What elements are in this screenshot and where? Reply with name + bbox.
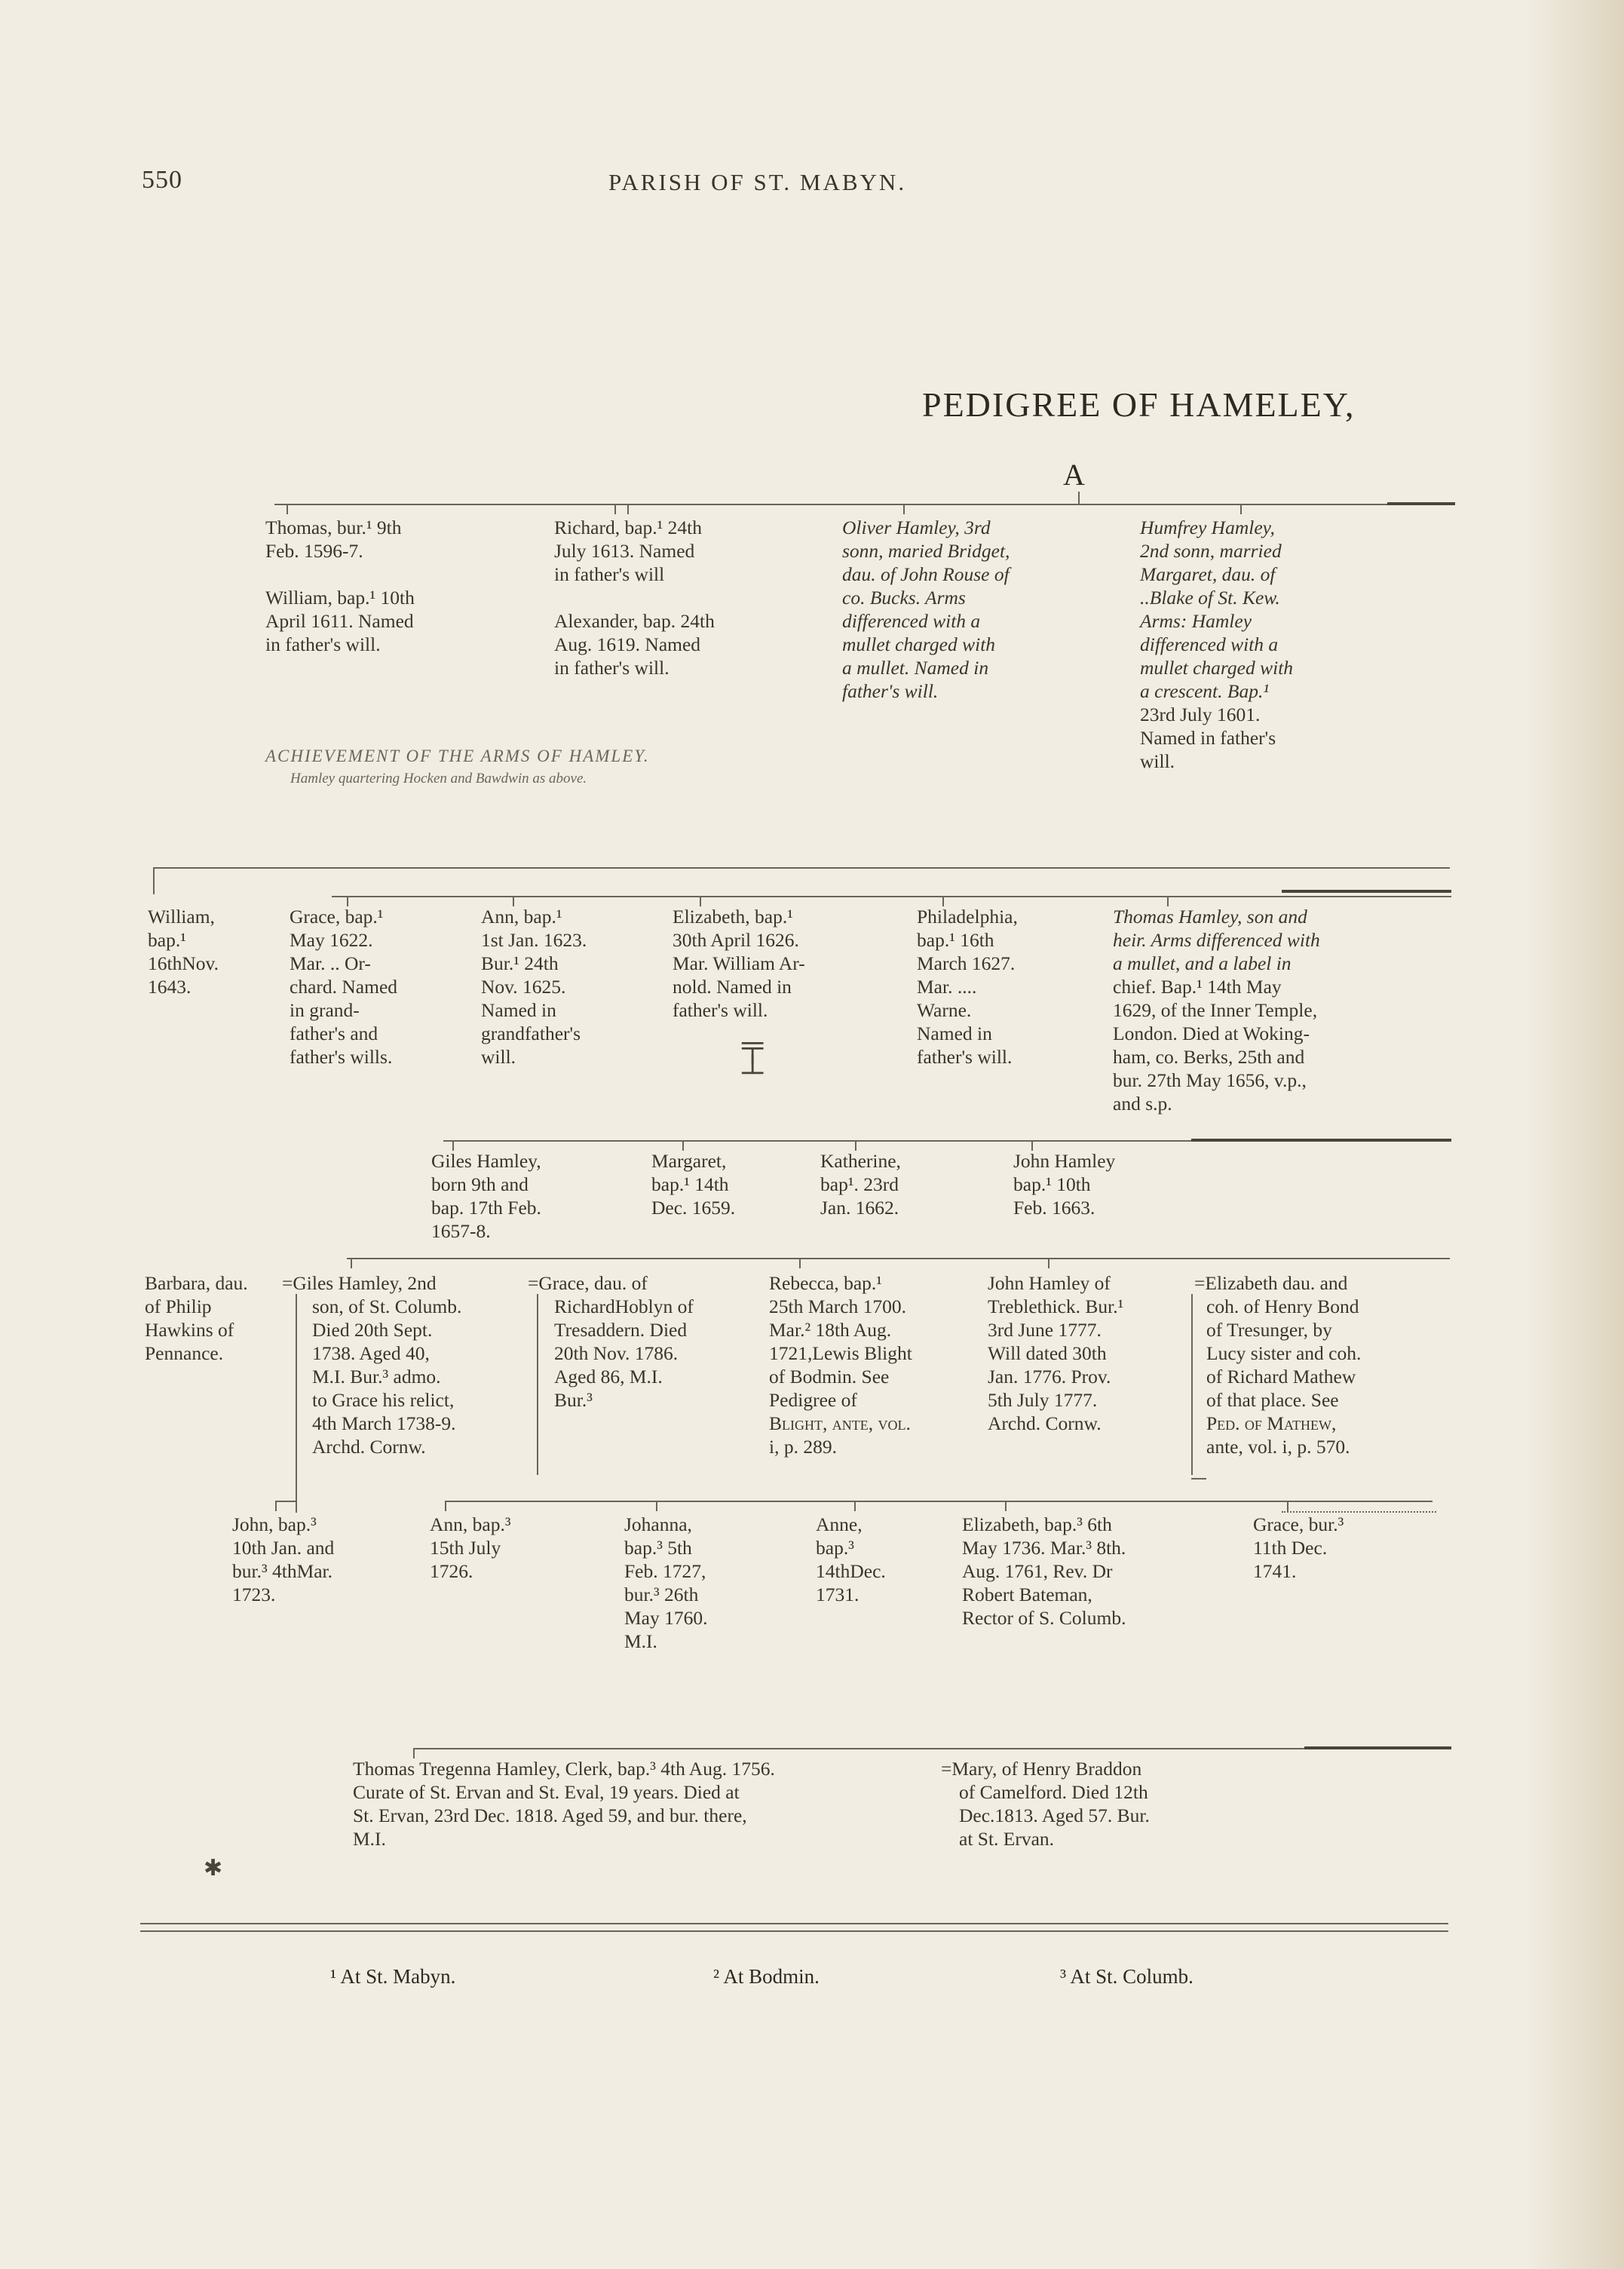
gen1-line	[274, 504, 1451, 505]
giles-entry: Giles Hamley, born 9th and bap. 17th Feb. 1657-8.	[431, 1150, 541, 1242]
grace-hoblyn-entry: =Grace, dau. of RichardHoblyn of Tresaddern. Died 20th Nov. 1786. Aged 86, M.I. Bur.³	[528, 1272, 694, 1411]
thomas-tregenna-entry: Thomas Tregenna Hamley, Clerk, bap.³ 4th Aug. 1756. Curate of St. Ervan and St. Eval, 19 years. Died at St. Ervan, 23rd Dec. 1818. Aged 59, and bur. there, M.I.	[353, 1758, 775, 1850]
gen4-line	[347, 1258, 1450, 1259]
katherine-entry: Katherine, bap¹. 23rd Jan. 1662.	[820, 1150, 901, 1219]
gen2-line	[153, 867, 1450, 869]
richard-alexander-entry: Richard, bap.¹ 24th July 1613. Named in father's will Alexander, bap. 24th Aug. 1619. Named in father's will.	[554, 517, 715, 679]
gen1-line-end	[1387, 502, 1455, 505]
grace-entry: Grace, bap.¹ May 1622. Mar. .. Or- chard. Named in grand- father's and father's wills.	[290, 906, 398, 1068]
margaret-entry: Margaret, bap.¹ 14th Dec. 1659.	[651, 1150, 736, 1219]
elizabeth-entry: Elizabeth, bap.¹ 30th April 1626. Mar. William Ar- nold. Named in father's will.	[673, 906, 805, 1021]
page-edge-shadow	[1526, 0, 1624, 2269]
thomas-william-entry: Thomas, bur.¹ 9th Feb. 1596-7. William, bap.¹ 10th April 1611. Named in father's will.	[265, 517, 415, 655]
running-title: PARISH OF ST. MABYN.	[608, 169, 907, 195]
grace-infant-entry: Grace, bur.³ 11th Dec. 1741.	[1253, 1513, 1344, 1582]
footnote-1: ¹ At St. Mabyn.	[330, 1965, 456, 1988]
footnote-3: ³ At St. Columb.	[1060, 1965, 1193, 1988]
rebecca-entry: Rebecca, bap.¹ 25th March 1700. Mar.² 18th Aug. 1721,Lewis Blight of Bodmin. See Pedigree of Blight, ante, vol. i, p. 289.	[769, 1272, 912, 1458]
anne-entry: Anne, bap.³ 14thDec. 1731.	[816, 1513, 886, 1605]
william-entry: William, bap.¹ 16thNov. 1643.	[148, 906, 219, 998]
page-number: 550	[142, 166, 182, 194]
flower-ornament: ✱	[204, 1856, 223, 1881]
footer-rule	[140, 1923, 1448, 1924]
john-infant-entry: John, bap.³ 10th Jan. and bur.³ 4thMar. 1723.	[232, 1513, 335, 1605]
ann-entry: Ann, bap.¹ 1st Jan. 1623. Bur.¹ 24th Nov. 1625. Named in grandfather's will.	[481, 906, 587, 1068]
oliver-entry: Oliver Hamley, 3rd sonn, maried Bridget, dau. of John Rouse of co. Bucks. Arms differenced with a mullet charged with a mullet. Named in father's will.	[842, 517, 1010, 702]
elizabeth-bracket	[1191, 1294, 1193, 1475]
pedigree-title: PEDIGREE OF HAMELEY,	[922, 385, 1356, 424]
ann-second-entry: Ann, bap.³ 15th July 1726.	[430, 1513, 511, 1582]
issue-symbol: ┴	[742, 1055, 764, 1089]
achievement-title: ACHIEVEMENT OF THE ARMS OF HAMLEY.	[265, 747, 650, 765]
giles-second-son-entry: =Giles Hamley, 2nd son, of St. Columb. Died 20th Sept. 1738. Aged 40, M.I. Bur.³ admo. to Grace his relict, 4th March 1738-9. Archd. Cornw.	[282, 1272, 462, 1458]
mary-braddon-entry: =Mary, of Henry Braddon of Camelford. Died 12th Dec.1813. Aged 57. Bur. at St. Ervan.	[941, 1758, 1150, 1850]
elizabeth-bond-entry: =Elizabeth dau. and coh. of Henry Bond of Tresunger, by Lucy sister and coh. of Richard Mathew of that place. See Ped. of Mathew, ante, vol. i, p. 570.	[1194, 1272, 1362, 1458]
thomas-heir-entry: Thomas Hamley, son and heir. Arms differenced with a mullet, and a label in chief. Bap.¹ 14th May 1629, of the Inner Temple, London. Died at Woking- ham, co. Berks, 25th and bur. 27th May 1656, v.p., and s.p.	[1113, 906, 1320, 1115]
gen6-line	[413, 1748, 1450, 1749]
marriage-symbol: ╤	[742, 1028, 764, 1062]
johanna-entry: Johanna, bap.³ 5th Feb. 1727, bur.³ 26th May 1760. M.I.	[624, 1513, 708, 1652]
elizabeth-bateman-entry: Elizabeth, bap.³ 6th May 1736. Mar.³ 8th. Aug. 1761, Rev. Dr Robert Bateman, Rector of S. Columb.	[962, 1513, 1126, 1629]
john-hamley-entry: John Hamley bap.¹ 10th Feb. 1663.	[1013, 1150, 1116, 1219]
continuation-marker: A	[1063, 458, 1086, 492]
barbara-entry: Barbara, dau. of Philip Hawkins of Pennance.	[145, 1272, 248, 1364]
john-treblethick-entry: John Hamley of Treblethick. Bur.¹ 3rd June 1777. Will dated 30th Jan. 1776. Prov. 5th July 1777. Archd. Cornw.	[988, 1272, 1124, 1434]
footnote-2: ² At Bodmin.	[713, 1965, 820, 1988]
gen5-line	[445, 1501, 1432, 1502]
philadelphia-entry: Philadelphia, bap.¹ 16th March 1627. Mar. .... Warne. Named in father's will.	[917, 906, 1018, 1068]
humfrey-entry: Humfrey Hamley, 2nd sonn, married Margaret, dau. of ..Blake of St. Kew. Arms: Hamley differenced with a mullet charged with a crescent. Bap.¹ 23rd July 1601. Named in father's will.	[1140, 517, 1294, 772]
achievement-subtitle: Hamley quartering Hocken and Bawdwin as above.	[290, 771, 587, 786]
gen2-sub-line	[332, 896, 1451, 897]
